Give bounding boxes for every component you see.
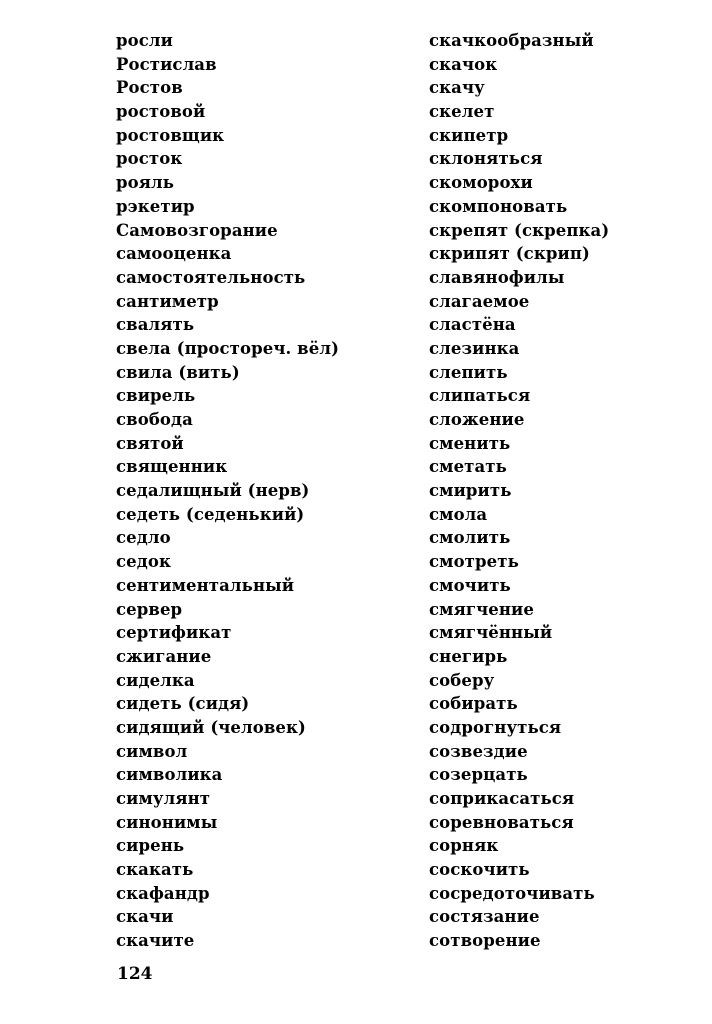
word-entry: сосредоточивать [429,883,595,903]
word-entry: смягчённый [429,623,553,643]
word-entry: состязание [429,907,540,927]
word-entry: соревноваться [429,812,574,832]
right-word-column [429,29,699,953]
word-entry: седок [116,552,171,572]
word-entry: склоняться [429,149,543,169]
word-entry: созерцать [429,765,528,785]
word-entry: скафандр [116,883,210,903]
word-entry: сирень [116,836,185,856]
word-entry: смола [429,504,488,524]
word-entry: сантиметр [116,291,219,311]
page-number: 124 [117,964,153,984]
word-entry: содрогнуться [429,717,562,737]
word-entry: сластёна [429,315,516,335]
word-entry: симулянт [116,789,211,808]
word-entry: сменить [429,433,511,453]
word-entry: скелет [429,102,495,122]
word-entry: смягчение [429,599,534,619]
word-entry: символика [116,765,223,785]
word-entry: слагаемое [429,291,530,311]
word-entry: Ростов [116,78,183,98]
word-entry: рояль [116,173,175,193]
word-entry: слепить [429,362,508,382]
word-entry: символ [116,741,188,761]
word-entry: седло [116,528,171,548]
word-entry: скомпоновать [429,196,568,216]
word-entry: скачкообразный [429,31,594,50]
word-entry: свирель [116,386,196,406]
word-entry: сметать [429,457,507,477]
word-entry: сидящий (человек) [116,717,306,737]
word-entry: скакать [116,860,194,880]
word-entry: славянофилы [429,267,565,287]
word-entry: Ростислав [116,54,217,74]
word-entry: сиделка [116,670,195,690]
word-entry: скипетр [429,125,509,145]
word-entry: скрепят (скрепка) [429,220,610,240]
word-entry: слипаться [429,386,531,406]
word-entry: свила (вить) [116,362,240,382]
word-entry: созвездие [429,741,528,761]
word-entry: росли [116,31,173,50]
word-entry: собирать [429,694,518,714]
word-entry: святой [116,433,184,453]
word-entry: росток [116,149,183,169]
word-entry: сидеть (сидя) [116,694,250,714]
word-entry: ростовщик [116,125,225,145]
word-entry: сорняк [429,836,499,856]
word-entry: скачу [429,78,485,98]
word-entry: скачите [116,931,195,951]
word-entry: смолить [429,528,511,548]
word-entry: ростовой [116,102,206,122]
word-entry: сервер [116,599,183,619]
word-entry: смотреть [429,552,519,572]
word-entry: священник [116,457,228,477]
word-entry: свела (простореч. вёл) [116,338,339,358]
word-entry: смочить [429,575,511,595]
word-entry: рэкетир [116,196,195,216]
word-entry: соприкасаться [429,789,575,808]
word-entry: самооценка [116,244,232,264]
word-entry: седеть (седенький) [116,504,305,524]
word-entry: смирить [429,481,512,501]
word-entry: скрипят (скрип) [429,244,590,264]
word-entry: снегирь [429,646,508,666]
word-entry: сертификат [116,623,232,643]
word-entry: свалять [116,315,195,335]
word-entry: соскочить [429,860,530,880]
word-entry: соберу [429,670,495,690]
word-entry: свобода [116,410,193,429]
word-entry: синонимы [116,812,218,832]
word-entry: сотворение [429,931,541,951]
word-entry: Самовозгорание [116,220,278,240]
word-entry: сжигание [116,646,212,666]
word-entry: сложение [429,410,525,429]
word-entry: седалищный (нерв) [116,481,310,501]
word-entry: скачи [116,907,174,927]
left-word-column [116,29,406,953]
word-entry: сентиментальный [116,575,295,595]
word-entry: слезинка [429,338,520,358]
word-entry: самостоятельность [116,267,306,287]
word-entry: скоморохи [429,173,533,193]
word-entry: скачок [429,54,498,74]
